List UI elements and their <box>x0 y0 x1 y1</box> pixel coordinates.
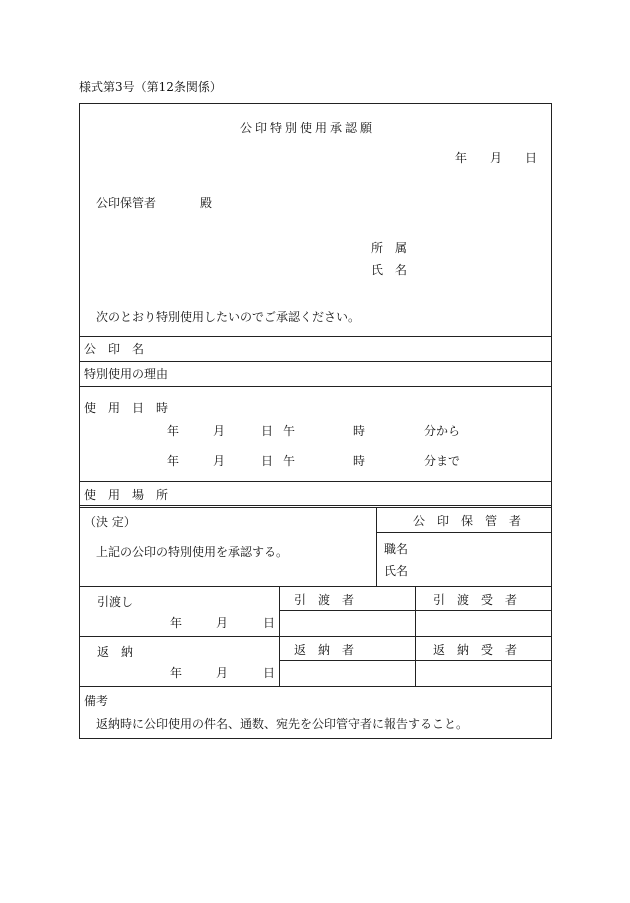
remarks-text: 返納時に公印使用の件名、通数、宛先を公印管守者に報告すること。 <box>96 717 469 731</box>
keeper-title-label: 職名 <box>384 542 409 556</box>
dt2-year: 年 <box>167 454 180 468</box>
dt2-until: 分まで <box>424 454 461 468</box>
dt1-ampm: 午 <box>283 424 296 438</box>
decision-label: （決 定） <box>84 515 136 529</box>
divider <box>79 361 552 362</box>
return-year: 年 <box>170 666 183 680</box>
keeper-name-label: 氏名 <box>384 564 409 578</box>
handover-month: 月 <box>216 616 229 630</box>
divider <box>79 636 552 637</box>
divider <box>79 507 552 508</box>
seal-name-label: 公 印 名 <box>84 342 145 356</box>
dt2-month: 月 <box>213 454 226 468</box>
addressee-honorific: 殿 <box>200 196 213 210</box>
remarks-label: 備考 <box>84 694 109 708</box>
request-text: 次のとおり特別使用したいのでご承認ください。 <box>96 310 361 324</box>
return-receiver-header: 返 納 受 者 <box>433 643 518 657</box>
dt1-month: 月 <box>213 424 226 438</box>
divider <box>279 660 552 661</box>
dt2-hour: 時 <box>353 454 366 468</box>
date-day: 日 <box>525 151 538 165</box>
keeper-header: 公 印 保 管 者 <box>413 514 522 528</box>
dt2-ampm: 午 <box>283 454 296 468</box>
divider <box>79 686 552 687</box>
divider <box>79 586 552 587</box>
datetime-label: 使 用 日 時 <box>84 401 169 415</box>
date-year: 年 <box>455 151 468 165</box>
applicant-name-label: 氏 名 <box>371 263 408 277</box>
handover-giver-header: 引 渡 者 <box>294 593 355 607</box>
handover-receiver-header: 引 渡 受 者 <box>433 593 518 607</box>
form-number: 様式第3号（第12条関係） <box>79 80 222 94</box>
addressee-name: 公印保管者 <box>96 196 157 210</box>
divider <box>79 481 552 482</box>
divider <box>79 505 552 506</box>
form-title: 公印特別使用承認願 <box>240 121 376 135</box>
dt1-year: 年 <box>167 424 180 438</box>
handover-day: 日 <box>263 616 276 630</box>
divider-vertical <box>376 507 377 586</box>
dt1-from: 分から <box>424 424 461 438</box>
return-day: 日 <box>263 666 276 680</box>
dt1-hour: 時 <box>353 424 366 438</box>
decision-text: 上記の公印の特別使用を承認する。 <box>96 545 289 559</box>
return-label: 返 納 <box>97 645 134 659</box>
dt1-day: 日 <box>261 424 274 438</box>
divider <box>79 336 552 337</box>
divider <box>279 610 552 611</box>
dt2-day: 日 <box>261 454 274 468</box>
date-month: 月 <box>490 151 503 165</box>
divider <box>79 386 552 387</box>
applicant-affiliation-label: 所 属 <box>371 241 408 255</box>
handover-label: 引渡し <box>97 595 134 609</box>
divider <box>376 532 552 533</box>
place-label: 使 用 場 所 <box>84 488 169 502</box>
return-month: 月 <box>216 666 229 680</box>
reason-label: 特別使用の理由 <box>84 367 169 381</box>
handover-year: 年 <box>170 616 183 630</box>
return-giver-header: 返 納 者 <box>294 643 355 657</box>
